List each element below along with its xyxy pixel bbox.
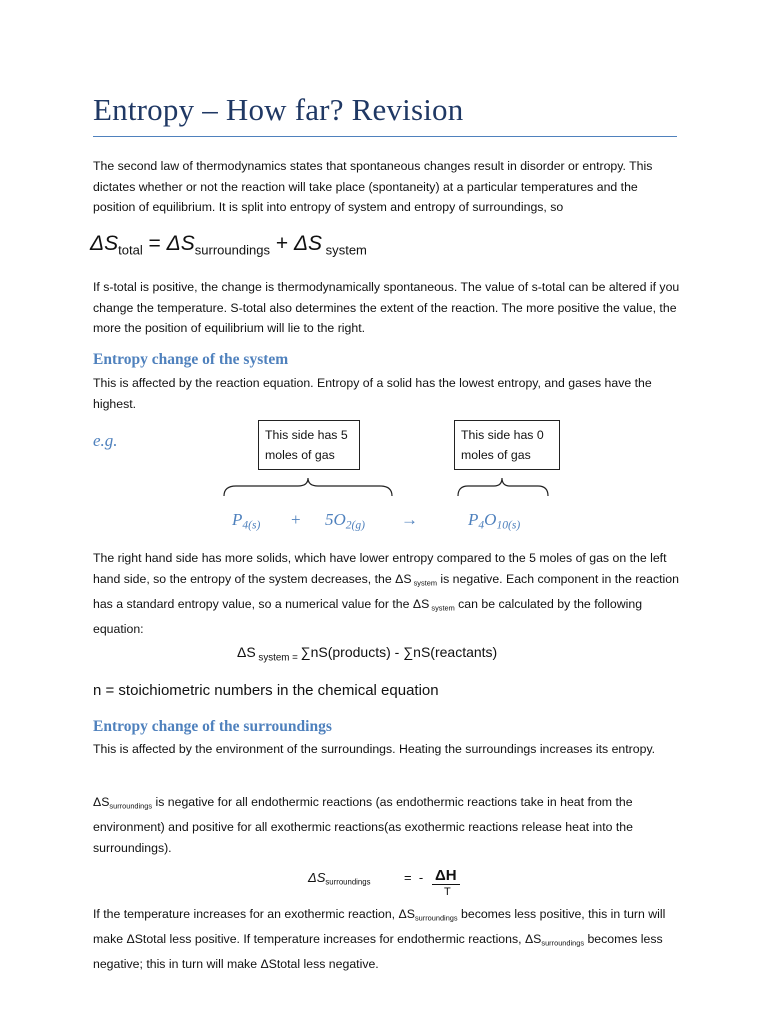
ds-surr-temp-2: ΔS (524, 932, 542, 947)
total-entropy-equation (90, 232, 367, 258)
product-sub2: 10(s) (496, 518, 521, 532)
ds-surr-temp-2-sub: surroundings (541, 938, 585, 948)
ds-total-symbol: ΔS (90, 232, 119, 255)
product-o: O (484, 510, 497, 529)
surroundings-entropy-equation (308, 870, 370, 887)
plus-sign: + (270, 232, 294, 255)
explanation-part3: can be calculated by the following equation: (93, 596, 643, 636)
ds-surr-temp-1-sub: surroundings (414, 913, 458, 923)
product-sub1: 4 (478, 518, 485, 532)
eg-label: e.g. (93, 431, 118, 450)
reaction-arrow: → (401, 510, 418, 529)
product-p: P (468, 510, 479, 529)
surr-eq-numerator: ΔH (432, 867, 460, 885)
right-side-gas-box: This side has 0 moles of gas (454, 420, 560, 470)
ds-system-eq-sub: system = (255, 652, 301, 664)
intro-paragraph: The second law of thermodynamics states that spontaneous changes result in disorder or entropy. This dictates whether or not the reaction will take place (spontaneity) at a particular temperatures and the position of equilibrium. It is split into entropy of system and entropy of surroundings, so (93, 159, 653, 214)
reaction-plus: + (291, 510, 301, 529)
section-heading-system: Entropy change of the system (93, 351, 289, 368)
reactant-o2 (325, 510, 365, 531)
page-title: Entropy – How far? Revision (93, 92, 464, 127)
ds-surr-temp-1: ΔS (398, 907, 415, 921)
sign-rest: is negative for all endothermic reactions (as endothermic reactions take in heat from the environment) and positive for all exothermic reactions(as exothermic reactions release heat into the surroundings). (93, 795, 633, 855)
ds-system-eq-symbol: ΔS (237, 644, 256, 660)
o2-symbol: 5O (325, 510, 346, 529)
ds-total-sub: total (118, 242, 143, 258)
explanation-part1: The right hand side has more solids, which have lower entropy compared to the 5 moles of gas on the left hand side, so the entropy of the system decreases, the (93, 551, 667, 586)
sign-paragraph (93, 792, 683, 858)
left-brace (222, 476, 394, 498)
system-entropy-equation (237, 644, 497, 663)
section-heading-surroundings: Entropy change of the surroundings (93, 718, 332, 735)
left-side-gas-box: This side has 5 moles of gas (258, 420, 360, 470)
equals-sign: = (142, 232, 167, 255)
ds-system-symbol: ΔS (293, 232, 323, 255)
surroundings-intro-paragraph: This is affected by the environment of the surroundings. Heating the surroundings increases its entropy. (93, 742, 656, 756)
ds-system-inline-2-sub: system (429, 603, 455, 613)
temp-part2: becomes less positive, this in turn will make ΔStotal less positive. If temperature increases for endothermic reactions, (93, 907, 666, 947)
ds-system-sub: system (322, 242, 367, 258)
p4-symbol: P (232, 510, 243, 529)
n-definition: n = stoichiometric numbers in the chemical equation (93, 682, 439, 699)
ds-surroundings-symbol: ΔS (166, 232, 195, 255)
ds-surr-inline: ΔS (93, 795, 110, 809)
temp-part1: If the temperature increases for an exothermic reaction, (93, 907, 399, 921)
surr-eq-equals: = - (404, 870, 427, 885)
right-brace (456, 476, 550, 498)
ds-system-inline-1: ΔS (395, 571, 412, 586)
explanation-part2: is negative. Each component in the reaction has a standard entropy value, so a numerical value for the (93, 571, 679, 611)
system-intro-paragraph: This is affected by the reaction equation. Entropy of a solid has the lowest entropy, and gases have the highest. (93, 376, 652, 411)
ds-surr-inline-sub: surroundings (109, 801, 153, 811)
reactant-p4 (232, 510, 260, 531)
title-underline (93, 136, 677, 137)
temp-part3: becomes less negative; this in turn will make ΔStotal less negative. (93, 932, 663, 972)
ds-system-eq-rhs: ∑nS(products) - ∑nS(reactants) (300, 644, 498, 660)
ds-system-inline-2: ΔS (412, 596, 430, 611)
ds-surr-eq-sub: surroundings (325, 877, 371, 887)
surr-eq-denominator: T (444, 886, 451, 898)
product-p4o10 (468, 510, 520, 531)
explanation-paragraph (93, 548, 683, 639)
o2-sub: 2(g) (345, 518, 366, 532)
ds-surr-eq-symbol: ΔS (308, 870, 326, 885)
p4-sub: 4(s) (242, 518, 261, 532)
ds-surroundings-sub: surroundings (194, 242, 271, 258)
stotal-paragraph: If s-total is positive, the change is thermodynamically spontaneous. The value of s-total can be altered if you change the temperature. S-total also determines the extent of the reaction. The more positive the value, the more the position of equilibrium will lie to the right. (93, 280, 680, 335)
temperature-paragraph (93, 904, 683, 975)
ds-system-inline-1-sub: system (411, 578, 437, 588)
